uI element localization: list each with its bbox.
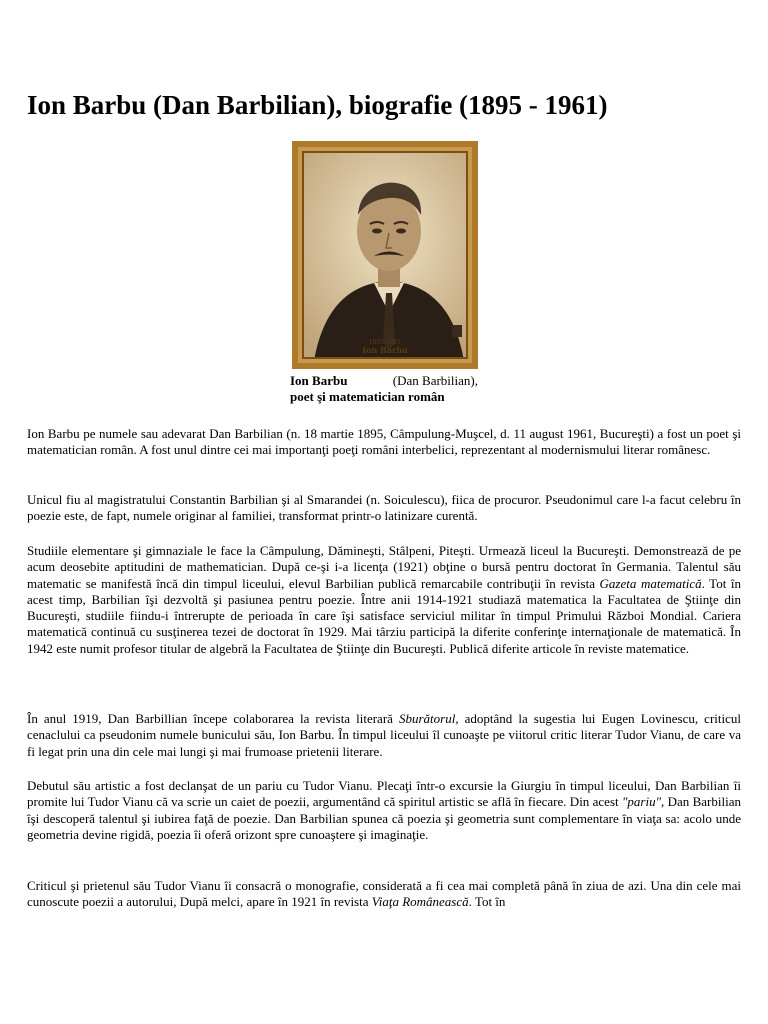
portrait-photo [302, 151, 468, 359]
paragraph-intro: Ion Barbu pe numele sau adevarat Dan Barbilian (n. 18 martie 1895, Câmpulung-Muşcel, d. 11 august 1961, Bucureşti) a fost un poet şi matematician român. A fost unul dintre cei mai importanţi poeţi români interbelici, reprezentant al modernismului literar românesc. [27, 426, 741, 458]
caption-name: Ion Barbu [290, 373, 348, 388]
paragraph-critic: Criticul şi prietenul său Tudor Vianu îi consacră o monografie, considerată a fi cea mai completă până în ziua de azi. Una din cele mai cunoscute poezii a autorului, După melci, apare în 1921 în revista Viaţa Românească. Tot în [27, 878, 741, 910]
portrait-plaque [304, 339, 466, 355]
paragraph-debut: Debutul său artistic a fost declanşat de un pariu cu Tudor Vianu. Plecaţi într-o excursie la Giurgiu în timpul liceului, Dan Barbilian îi promite lui Tudor Vianu că va scrie un caiet de poezii, argumentând că spiritul artistic se află în fiecare. Din acest "pariu", Dan Barbilian îşi descoperă talentul şi iubirea faţă de poezie. Dan Barbilian spunea că poezia şi geometria sunt complementare în viaţa sa: acolo unde geometria devine rigidă, poezia îi oferă orizont spre cunoaştere şi imaginaţie. [27, 778, 741, 842]
pariu-quote: "pariu" [621, 794, 662, 810]
portrait-frame [292, 141, 478, 369]
paragraph-family: Unicul fiu al magistratului Constantin Barbilian şi al Smarandei (n. Soiculescu), fiica de procuror. Pseudonimul care l-a facut celebru în poezie este, de fapt, numele originar al familiei, transformat printr-o latinizare curentă. [27, 492, 741, 524]
paragraph-studies: Studiile elementare şi gimnaziale le face la Câmpulung, Dămineşti, Stâlpeni, Piteşti. Urmează liceul la Bucureşti. Demonstrează de pe acum deosebite aptitudini de mathematician. După ce-şi i-a licenţa (1921) obţine o bursă pentru doctorat în Germania. Talentul său matematic se manifestă încă din timpul liceului, elevul Barbilian publică remarcabile contribuţii în revista Gazeta matematică. Tot în acest timp, Barbilian îşi dezvoltă şi pasiunea pentru poezie. Între anii 1914-1921 studiază matematica la Facultatea de Ştiinţe din Bucureşti, studiile fiindu-i întrerupte de perioada în care îşi satisface serviciul militar în timpul Primului Război Mondial. Cariera matematică continuă cu susţinerea tezei de doctorat în 1929. Mai târziu participă la diferite conferinţe internaţionale de matematică. În 1942 este numit profesor titular de algebră la Facultatea de Ştiinţe din Bucureşti. Publică diferite articole în reviste matematice. [27, 543, 741, 656]
journal-name: Gazeta matematică [599, 575, 702, 591]
portrait-image [304, 153, 468, 359]
page-title: Ion Barbu (Dan Barbilian), biografie (1895 - 1961) [27, 90, 608, 120]
plaque-years: 1895-1961 [368, 339, 402, 346]
caption-paren: (Dan Barbilian), [392, 373, 478, 388]
portrait-caption [290, 373, 478, 405]
magazine-name: Sburătorul, [398, 711, 459, 726]
review-name: Viaţa Românească [371, 894, 469, 910]
caption-subtitle: poet şi matematician român [290, 389, 445, 404]
plaque-name: Ion Barbu [362, 345, 408, 355]
paragraph-sburatorul: În anul 1919, Dan Barbillian începe colaborarea la revista literară Sburătorul, adoptând la sugestia lui Eugen Lovinescu, criticul cenaclului ca pseudonim numele bunicului său, Ion Barbu. În timpul liceului îl cunoaşte pe viitorul critic literar Tudor Vianu, de care va fi legat prin una din cele mai lungi şi mai frumoase prietenii literare. [27, 711, 741, 759]
